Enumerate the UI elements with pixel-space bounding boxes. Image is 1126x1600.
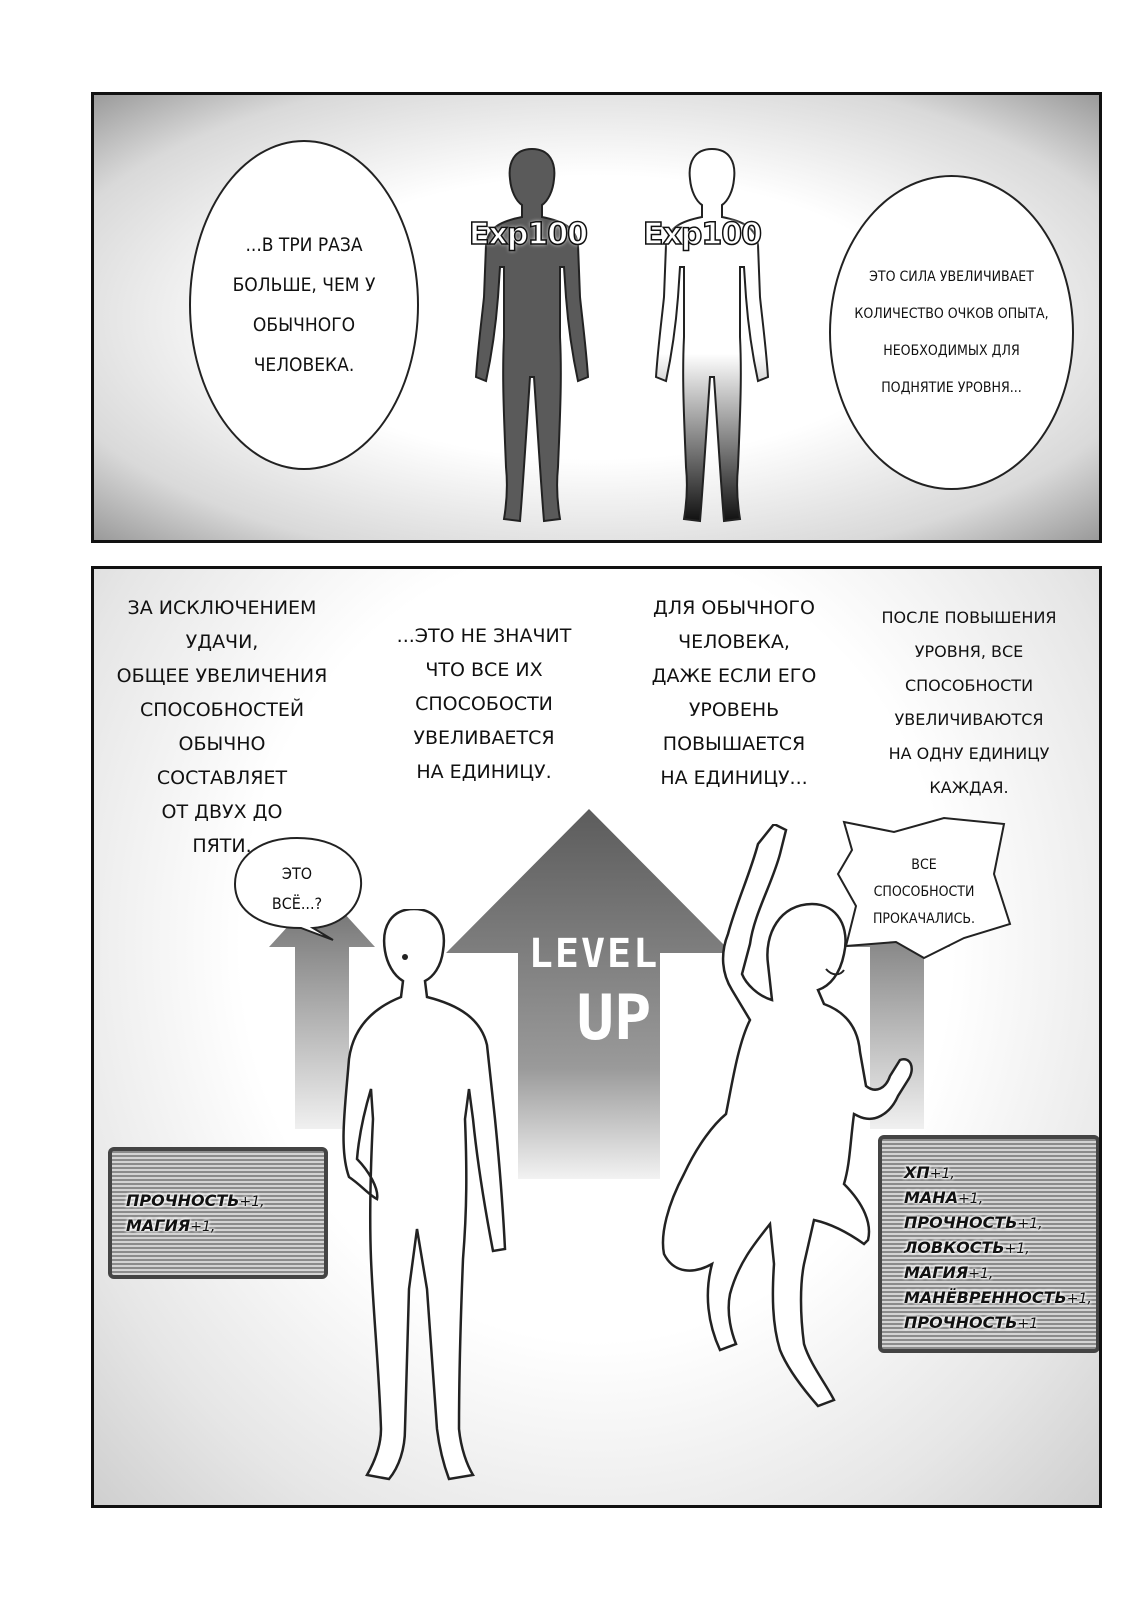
level-sign-text: LEVEL [528, 931, 660, 977]
up-sign-text: UP [576, 981, 652, 1054]
light-figure [642, 147, 782, 527]
narration-1: ЗА ИСКЛЮЧЕНИЕМ УДАЧИ, ОБЩЕЕ УВЕЛИЧЕНИЯ СПОСОБНОСТЕЙ ОБЫЧНО СОСТАВЛЯЕТ ОТ ДВУХ ДО ПЯТИ. [116, 597, 328, 857]
stat-right-0: ХП+1, [904, 1163, 955, 1182]
narration-3: ДЛЯ ОБЫЧНОГО ЧЕЛОВЕКА, ДАЖЕ ЕСЛИ ЕГО УРОВЕНЬ ПОВЫШАЕТСЯ НА ЕДИНИЦУ... [651, 597, 817, 789]
bubble-right-text-bottom: ВСЕ СПОСОБНОСТИ ПРОКАЧАЛИСЬ. [872, 857, 976, 927]
bubble-right-text: ЭТО СИЛА УВЕЛИЧИВАЕТ КОЛИЧЕСТВО ОЧКОВ ОПЫТА, НЕОБХОДИМЫХ ДЛЯ ПОДНЯТИЕ УРОВНЯ... [854, 268, 1049, 396]
exp-label-2: Exp100 [643, 217, 761, 252]
narration-4: ПОСЛЕ ПОВЫШЕНИЯ УРОВНЯ, ВСЕ СПОСОБНОСТИ УВЕЛИЧИВАЮТСЯ НА ОДНУ ЕДИНИЦУ КАЖДАЯ. [881, 608, 1057, 797]
bubble-left-text: ...В ТРИ РАЗА БОЛЬШЕ, ЧЕМ У ОБЫЧНОГО ЧЕЛОВЕКА. [232, 234, 376, 376]
stat-right-2: ПРОЧНОСТЬ+1, [904, 1213, 1043, 1232]
speech-bubble-right [829, 175, 1074, 490]
stat-left-1: МАГИЯ+1, [126, 1216, 216, 1235]
stat-right-6: ПРОЧНОСТЬ+1 [904, 1313, 1039, 1332]
stat-right-4: МАГИЯ+1, [904, 1263, 994, 1282]
stat-right-3: ЛОВКОСТЬ+1, [904, 1238, 1030, 1257]
stat-right-1: МАНА+1, [904, 1188, 984, 1207]
speech-bubble-left [189, 140, 419, 470]
stats-box-right [878, 1135, 1100, 1353]
exp-label-1: Exp100 [469, 217, 587, 252]
stat-left-0: ПРОЧНОСТЬ+1, [126, 1191, 265, 1210]
stats-box-left [108, 1147, 328, 1279]
bubble-left-text-bottom: ЭТО ВСЁ...? [271, 864, 323, 913]
stat-right-5: МАНЁВРЕННОСТЬ+1, [904, 1288, 1092, 1307]
standing-figure [309, 909, 549, 1489]
narration-2: ...ЭТО НЕ ЗНАЧИТ ЧТО ВСЕ ИХ СПОСОБОСТИ УВЕЛИВАЕТСЯ НА ЕДИНИЦУ. [396, 625, 572, 783]
panel-top [91, 92, 1102, 543]
dark-figure [462, 147, 602, 527]
panel-bottom [91, 566, 1102, 1508]
